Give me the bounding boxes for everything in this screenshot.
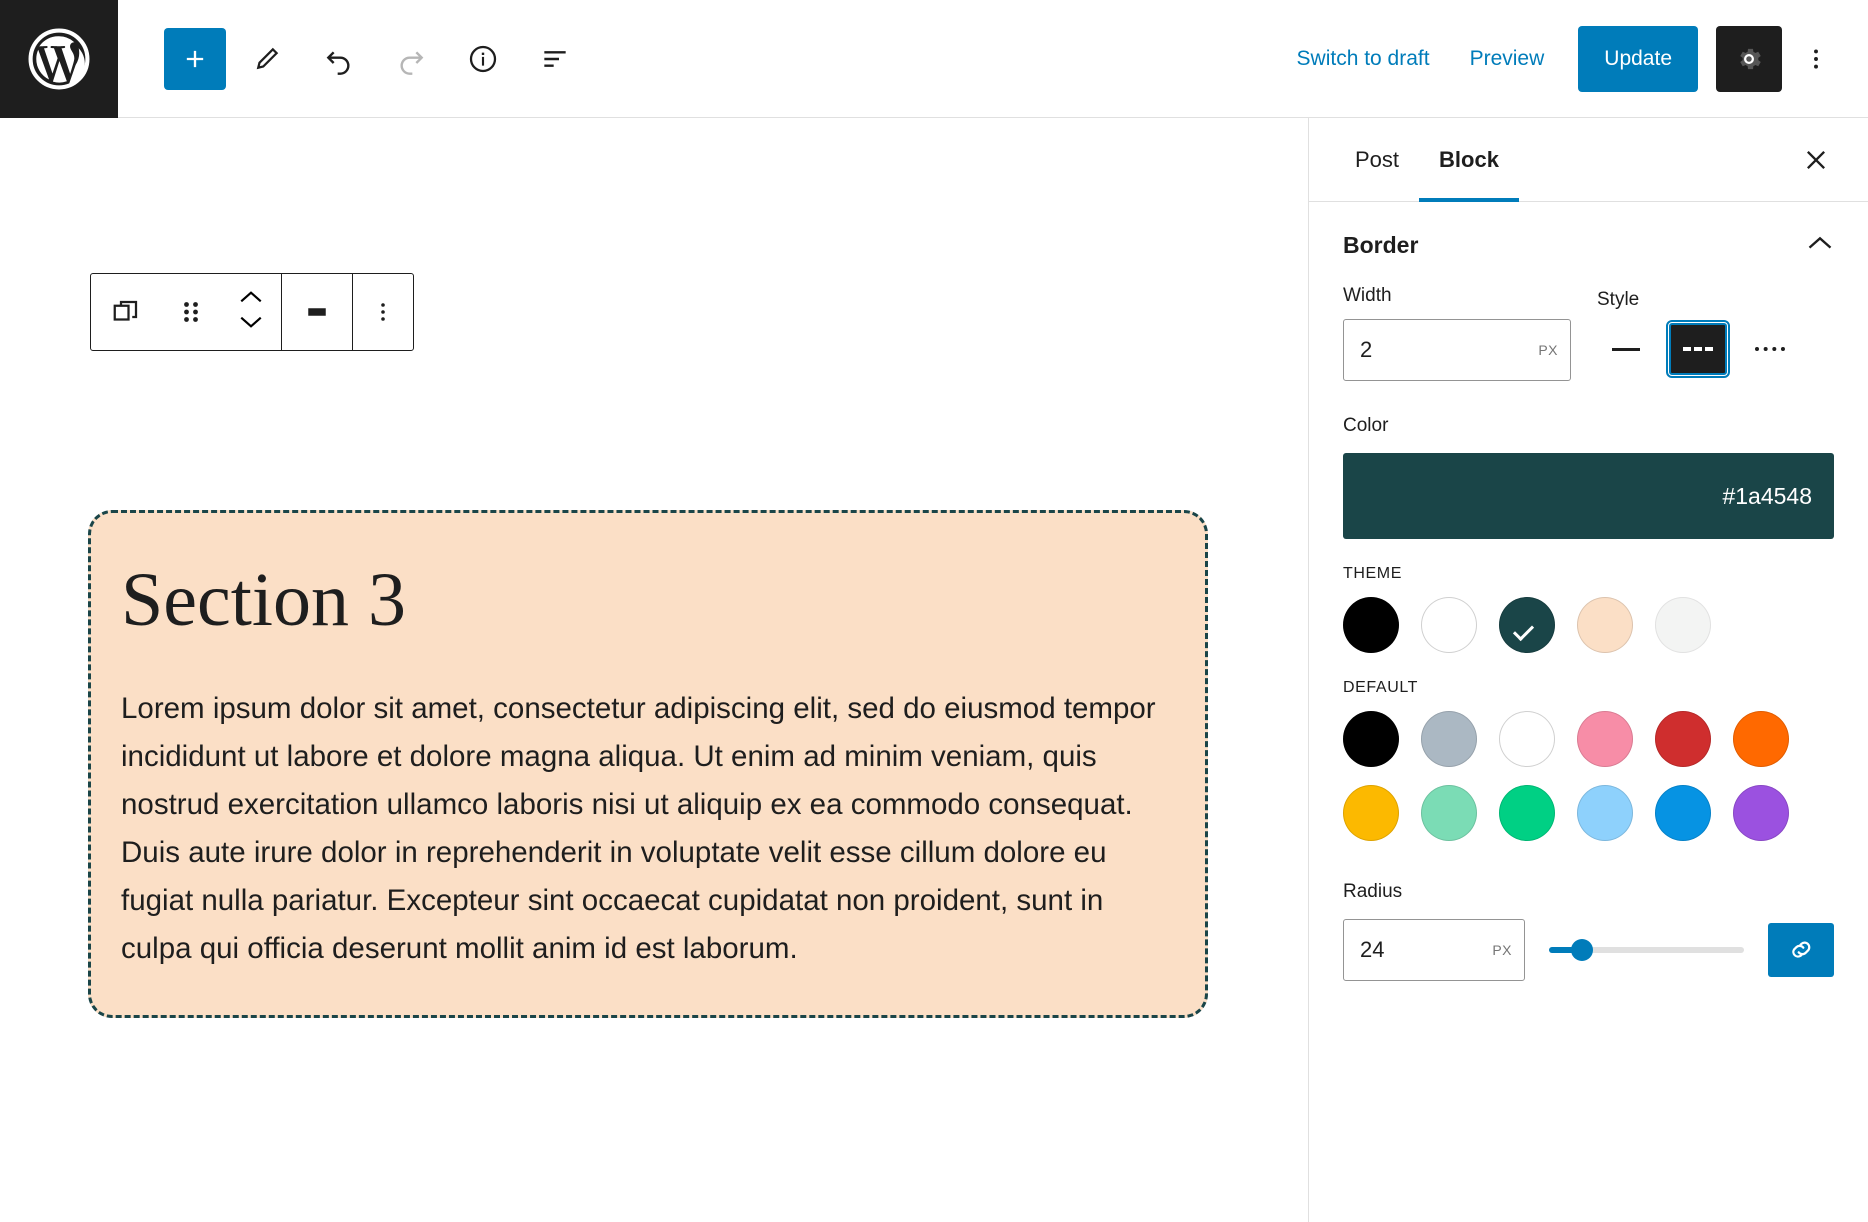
switch-to-draft-button[interactable]: Switch to draft	[1277, 35, 1450, 83]
update-button[interactable]: Update	[1578, 26, 1698, 92]
block-options-kebab-icon[interactable]	[353, 274, 413, 350]
list-view-button[interactable]	[524, 28, 586, 90]
theme-swatch-dark-teal[interactable]	[1499, 597, 1555, 653]
chevron-down-icon[interactable]	[238, 314, 264, 335]
tab-block[interactable]: Block	[1419, 118, 1519, 202]
theme-swatch-white[interactable]	[1421, 597, 1477, 653]
top-bar-actions	[1277, 26, 1868, 92]
wordpress-logo-icon[interactable]	[0, 0, 118, 118]
width-style-row	[1343, 285, 1834, 381]
default-swatch-blue[interactable]	[1655, 785, 1711, 841]
default-swatch-light-blue[interactable]	[1577, 785, 1633, 841]
theme-swatch-peach[interactable]	[1577, 597, 1633, 653]
block-toolbar	[90, 273, 414, 351]
editor-canvas[interactable]	[0, 118, 1308, 1222]
current-color-hex: #1a4548	[1722, 482, 1812, 509]
default-swatch-orange[interactable]	[1733, 711, 1789, 767]
chevron-up-icon[interactable]	[238, 289, 264, 310]
default-palette-row-2	[1343, 785, 1834, 841]
border-color-section	[1343, 415, 1834, 841]
solid-line-icon	[1612, 348, 1640, 351]
dotted-line-icon	[1755, 347, 1785, 351]
drag-handle-icon[interactable]	[161, 274, 221, 350]
border-style-choices	[1597, 323, 1799, 375]
border-radius-label: Radius	[1343, 881, 1403, 902]
default-palette	[1343, 711, 1834, 841]
tab-post[interactable]: Post	[1335, 118, 1419, 202]
more-options-kebab-icon[interactable]	[1788, 26, 1844, 92]
border-style-field	[1597, 285, 1799, 375]
border-style-solid-button[interactable]	[1597, 323, 1655, 375]
border-radius-controls	[1343, 919, 1834, 981]
add-block-button[interactable]	[164, 28, 226, 90]
border-radius-input-wrap[interactable]	[1343, 919, 1525, 981]
align-center-icon[interactable]	[282, 274, 352, 350]
border-width-unit[interactable]: PX	[1538, 342, 1558, 358]
default-swatch-light-green[interactable]	[1421, 785, 1477, 841]
theme-swatch-black[interactable]	[1343, 597, 1399, 653]
default-swatch-purple[interactable]	[1733, 785, 1789, 841]
default-palette-label: DEFAULT	[1343, 679, 1419, 696]
theme-palette	[1343, 597, 1834, 653]
default-swatch-pink[interactable]	[1577, 711, 1633, 767]
border-color-label: Color	[1343, 415, 1389, 436]
settings-sidebar	[1308, 118, 1868, 1222]
border-panel-title: Border	[1343, 232, 1419, 258]
editor-top-bar	[0, 0, 1868, 118]
current-color-swatch[interactable]	[1343, 453, 1834, 539]
theme-palette-label: THEME	[1343, 565, 1402, 582]
selected-group-block[interactable]	[88, 510, 1208, 1018]
preview-button[interactable]: Preview	[1450, 35, 1565, 83]
chevron-up-icon[interactable]	[1806, 234, 1834, 257]
default-swatch-black[interactable]	[1343, 711, 1399, 767]
link-radii-icon[interactable]	[1768, 923, 1834, 977]
default-swatch-green[interactable]	[1499, 785, 1555, 841]
sidebar-tabs	[1309, 118, 1868, 202]
border-radius-slider[interactable]	[1549, 947, 1744, 953]
default-swatch-red[interactable]	[1655, 711, 1711, 767]
border-radius-unit[interactable]: PX	[1492, 942, 1512, 958]
edit-tool-button[interactable]	[236, 28, 298, 90]
theme-swatch-offwhite[interactable]	[1655, 597, 1711, 653]
editor-body	[0, 118, 1868, 1222]
block-movers[interactable]	[221, 274, 281, 350]
editor-tools	[118, 28, 586, 90]
border-panel	[1309, 202, 1868, 981]
default-swatch-yellow[interactable]	[1343, 785, 1399, 841]
border-width-input[interactable]	[1344, 320, 1570, 380]
slider-knob[interactable]	[1571, 939, 1593, 961]
border-style-dotted-button[interactable]	[1741, 323, 1799, 375]
border-width-input-wrap[interactable]	[1343, 319, 1571, 381]
section-paragraph[interactable]: Lorem ipsum dolor sit amet, consectetur adipiscing elit, sed do eiusmod tempor incididunt ut labore et dolore magna aliqua. Ut enim ad minim veniam, quis nostrud exercitation ullamco laboris nisi ut aliquip ex ea commodo consequat. Duis aute irure dolor in reprehenderit in voluptate velit esse cillum dolore eu fugiat nulla pariatur. Excepteur sint occaecat cupidatat non proident, sunt in culpa qui officia deserunt mollit anim id est laborum.	[121, 691, 1156, 966]
undo-button[interactable]	[308, 28, 370, 90]
default-palette-row-1	[1343, 711, 1834, 767]
border-style-dashed-button[interactable]	[1669, 323, 1727, 375]
close-sidebar-icon[interactable]	[1790, 134, 1842, 186]
group-block-icon[interactable]	[91, 274, 161, 350]
border-panel-header[interactable]	[1343, 232, 1834, 259]
settings-gear-icon[interactable]	[1716, 26, 1782, 92]
default-swatch-gray[interactable]	[1421, 711, 1477, 767]
border-radius-section	[1343, 881, 1834, 981]
border-width-field	[1343, 285, 1571, 381]
default-swatch-white[interactable]	[1499, 711, 1555, 767]
redo-button[interactable]	[380, 28, 442, 90]
border-width-label: Width	[1343, 285, 1392, 306]
dashed-line-icon	[1683, 347, 1713, 351]
section-heading[interactable]: Section 3	[121, 558, 406, 642]
details-button[interactable]	[452, 28, 514, 90]
border-style-label: Style	[1597, 289, 1640, 310]
